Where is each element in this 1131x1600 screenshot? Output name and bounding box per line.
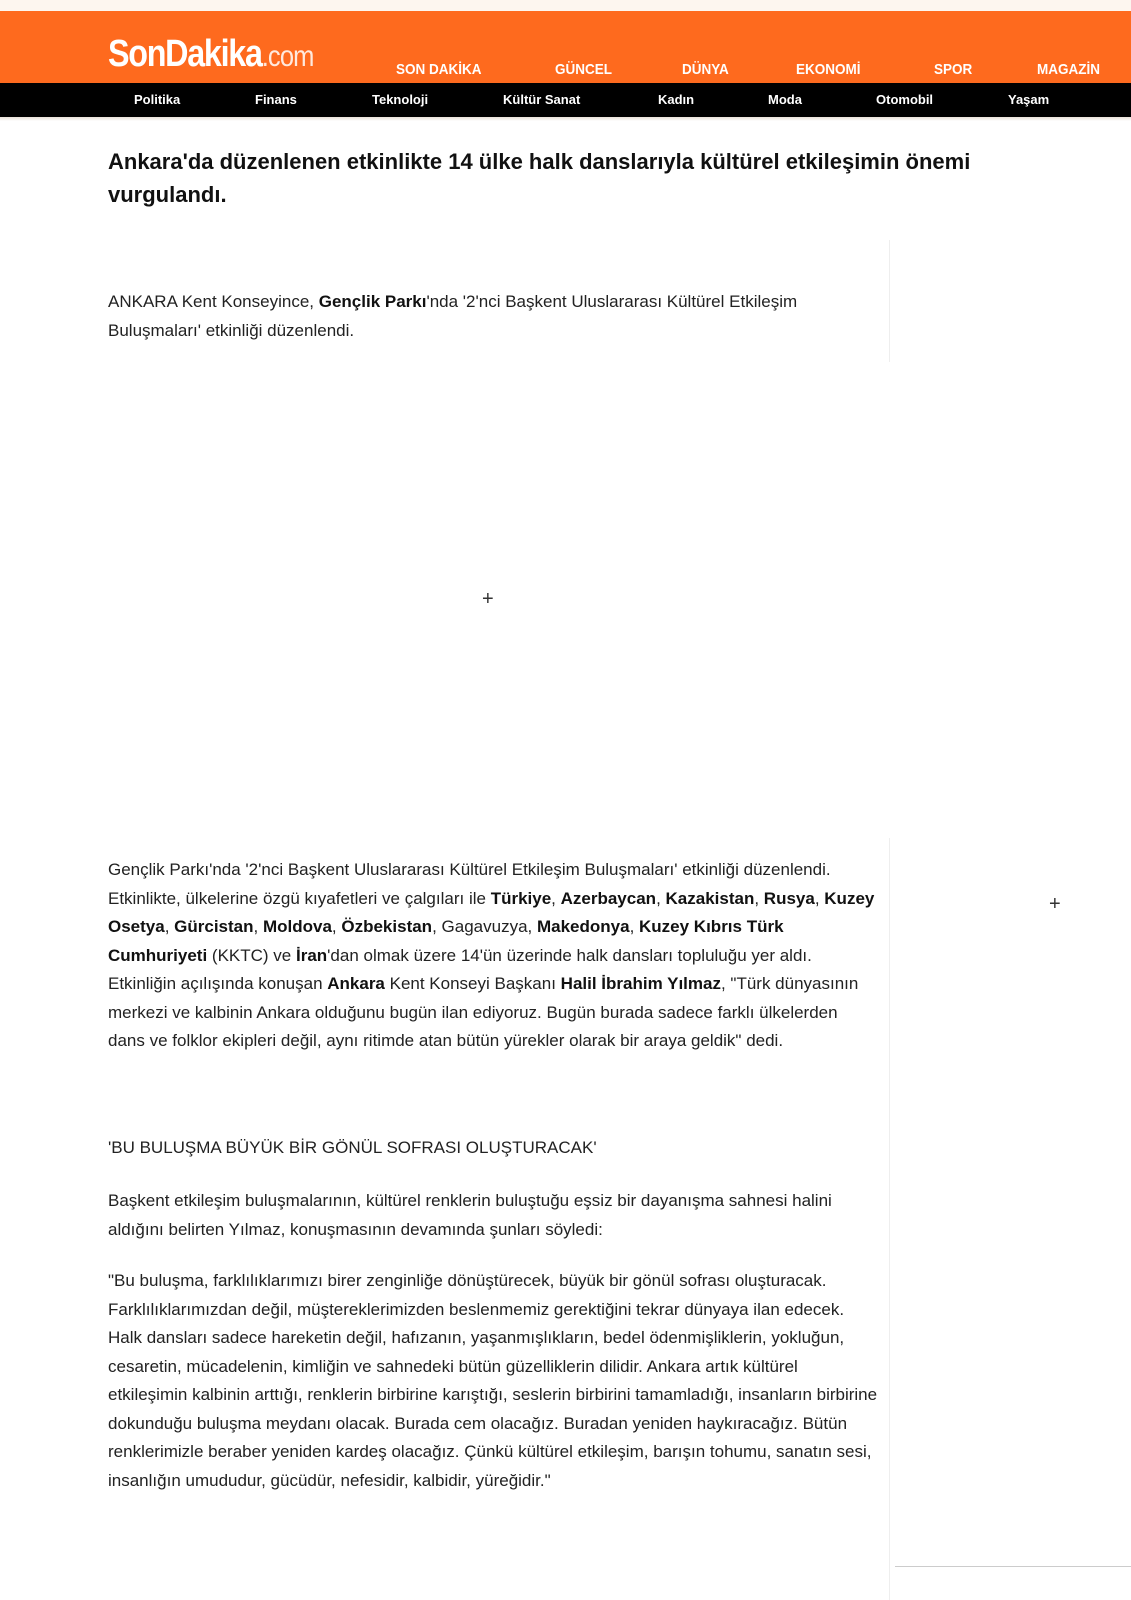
logo-suffix: .com (261, 40, 314, 73)
bold-term: Kazakistan (665, 888, 755, 908)
bold-term: İran (295, 945, 328, 965)
nav-ekonomi[interactable]: EKONOMİ (796, 61, 861, 78)
sidebar-divider (889, 240, 890, 362)
text-segment: 'dan olmak üzere 14'ün üzerinde halk dansları topluluğu yer aldı. Etkinliğin açılışında konuşan (108, 945, 812, 993)
article-paragraph (108, 1187, 878, 1244)
bold-term: Kuzey Kıbrıs Türk Cumhuriyeti (108, 917, 784, 965)
text-segment: 'nda '2'nci Başkent Uluslararası Kültürel Etkileşim Buluşmaları' etkinliği düzenlendi. (108, 292, 798, 340)
nav-son-dakika[interactable]: SON DAKİKA (396, 61, 482, 78)
article-paragraph (108, 288, 878, 345)
subnav-teknoloji[interactable]: Teknoloji (372, 92, 429, 107)
text-segment: Başkent etkileşim buluşmalarının, kültürel renklerin buluştuğu eşsiz bir dayanışma sahnesi halini aldığını belirten Yılmaz, konuşmasının devamında şunları söyledi: (108, 1191, 832, 1239)
text-segment: , (253, 917, 263, 936)
article-subheading (108, 1134, 878, 1163)
top-strip (0, 0, 1131, 11)
sidebar-divider (889, 838, 890, 1600)
subnav-kadin[interactable]: Kadın (658, 92, 695, 107)
subnav-politika[interactable]: Politika (134, 92, 181, 107)
bold-term: Azerbaycan (560, 888, 657, 908)
nav-magazin[interactable]: MAGAZİN (1037, 61, 1100, 78)
text-segment: , (656, 888, 666, 908)
plus-icon: + (1049, 893, 1061, 915)
bold-term: Özbekistan (341, 917, 433, 936)
bold-term: Kuzey Osetya (108, 888, 875, 936)
nav-guncel[interactable]: GÜNCEL (555, 61, 613, 78)
text-segment: , (814, 888, 825, 908)
text-segment: "Bu buluşma, farklılıklarımızı birer zenginliğe dönüştürecek, büyük bir gönül sofrası oluşturacak. Farklılıklarımızdan değil, müştereklerimizden beslenmemiz gerektiğini tekrar dünyaya ilan edecek. Halk dansları sadece hareketin değil, hafızanın, yaşanmışlıkların, bedel ödenmişliklerin, yokluğun, cesaretin, mücadelenin, kimliğin ve sahnedeki bütün güzelliklerin dilidir. Ankara artık kültürel etkileşimin kalbinin arttığı, renklerin birbirine karıştığı, seslerin birbirini tamamladığı, insanların birbirine dokunduğu buluşma meydanı olacak. Burada cem olacağız. Buradan yeniden haykıracağız. Bütün renklerimizle beraber yeniden kardeş olacağız. Çünkü kültürel etkileşim, barışın tohumu, sanatın sesi, insanlığın umududur, gücüdür, nefesidir, kalbidir, yüreğidir." (108, 1271, 878, 1490)
bold-term: Rusya (763, 888, 815, 908)
bold-term: Gençlik Parkı (318, 292, 427, 311)
text-segment: , Gagavuzya, (432, 917, 537, 936)
text-segment: , (629, 917, 640, 936)
article-title: Ankara'da düzenlenen etkinlikte 14 ülke halk danslarıyla kültürel etkileşimin önemi vurgulandı. (108, 149, 971, 207)
nav-spor[interactable]: SPOR (934, 61, 973, 78)
bold-term: Türkiye (490, 888, 552, 908)
bold-term: Halil İbrahim Yılmaz (560, 974, 721, 993)
sidebar-rule (895, 1566, 1131, 1567)
site-logo[interactable] (108, 33, 314, 76)
text-segment: , (754, 888, 764, 908)
subnav-moda[interactable]: Moda (768, 92, 802, 107)
subnav-kultur-sanat[interactable]: Kültür Sanat (503, 92, 581, 107)
subnav-yasam[interactable]: Yaşam (1008, 92, 1050, 107)
subnav-finans[interactable]: Finans (255, 92, 297, 107)
text-segment: , (164, 917, 175, 936)
bold-term: Moldova (262, 917, 332, 936)
plus-icon: + (482, 588, 494, 610)
article-paragraph (108, 856, 878, 1056)
text-segment: , "Türk dünyasının merkezi ve kalbinin Ankara olduğunu bugün ilan ediyoruz. Bugün burada sadece farklı ülkelerden dans ve folklor ekipleri değil, aynı ritimde atan bütün yürekler olarak bir araya geldik" dedi. (108, 974, 859, 1050)
bold-term: Gürcistan (174, 917, 254, 936)
text-segment: Kent Konseyi Başkanı (384, 974, 561, 993)
text-segment: , (551, 888, 561, 908)
text-segment: ANKARA Kent Konseyince, (108, 292, 319, 311)
nav-dunya[interactable]: DÜNYA (682, 61, 729, 78)
bold-term: Ankara (327, 974, 385, 993)
subnav-otomobil[interactable]: Otomobil (876, 92, 934, 107)
text-segment: Gençlik Parkı'nda '2'nci Başkent Uluslararası Kültürel Etkileşim Buluşmaları' etkinliği düzenlendi. Etkinlikte, ülkelerine özgü kıyafetleri ve çalgıları ile (108, 860, 831, 908)
text-segment: (KKTC) ve (207, 945, 296, 965)
sub-nav (0, 83, 1131, 117)
text-segment: 'BU BULUŞMA BÜYÜK BİR GÖNÜL SOFRASI OLUŞTURACAK' (108, 1138, 597, 1157)
bold-term: Makedonya (536, 917, 630, 936)
article-quote (108, 1267, 878, 1495)
header-shadow (0, 117, 1131, 121)
logo-text: SonDakika (108, 33, 262, 75)
text-segment: , (331, 917, 342, 936)
header-bar (0, 11, 1131, 83)
